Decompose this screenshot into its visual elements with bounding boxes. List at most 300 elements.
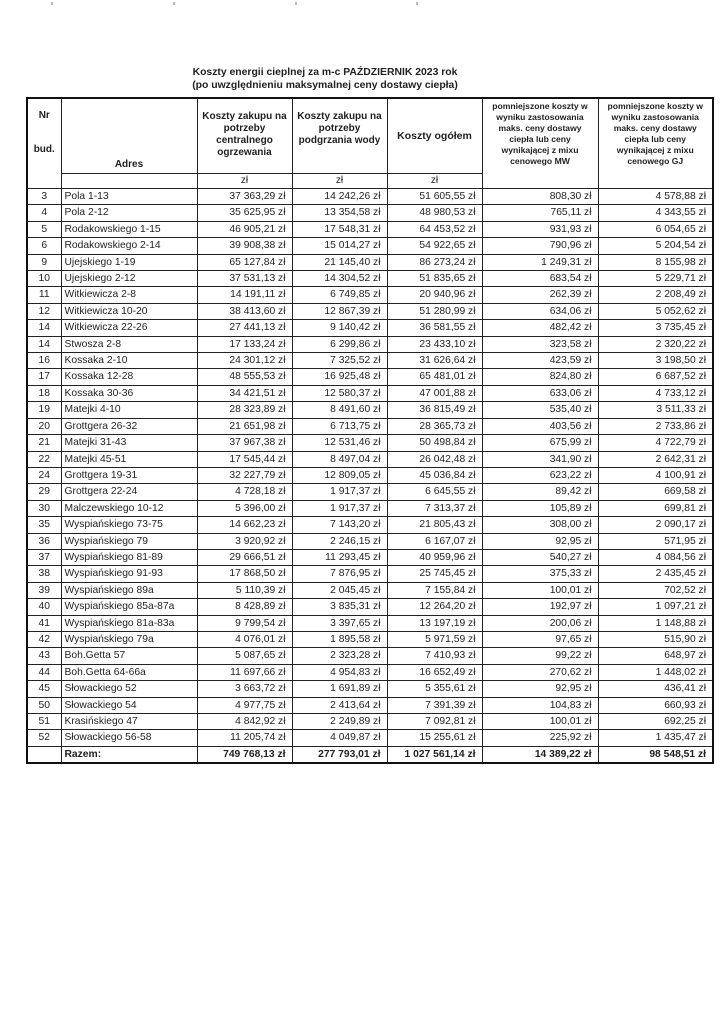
cell-mw: 323,58 zł bbox=[482, 336, 598, 352]
total-label: Razem: bbox=[61, 746, 197, 763]
cell-co: 3 663,72 zł bbox=[197, 681, 292, 697]
cell-nr: 20 bbox=[27, 418, 61, 434]
cell-adres: Słowackiego 54 bbox=[61, 697, 197, 713]
cell-nr: 9 bbox=[27, 254, 61, 270]
header-row bbox=[27, 98, 713, 174]
unit-cell-ogolem: zł bbox=[387, 174, 482, 189]
cell-mw: 192,97 zł bbox=[482, 599, 598, 615]
cell-adres: Grottgera 19-31 bbox=[61, 467, 197, 483]
cell-mw: 423,59 zł bbox=[482, 353, 598, 369]
cell-adres: Boh.Getta 57 bbox=[61, 648, 197, 664]
cell-co: 17 545,44 zł bbox=[197, 451, 292, 467]
cell-cwu: 2 246,15 zł bbox=[292, 533, 387, 549]
cell-cwu: 8 497,04 zł bbox=[292, 451, 387, 467]
header-nr-label: Nr bbox=[38, 110, 50, 121]
table-row bbox=[27, 336, 713, 352]
cell-cwu: 1 917,37 zł bbox=[292, 500, 387, 516]
cell-cwu: 16 925,48 zł bbox=[292, 369, 387, 385]
cell-cwu: 7 325,52 zł bbox=[292, 353, 387, 369]
cell-gj: 2 642,31 zł bbox=[598, 451, 713, 467]
cell-cwu: 21 145,40 zł bbox=[292, 254, 387, 270]
cell-cwu: 14 242,26 zł bbox=[292, 189, 387, 205]
cell-adres: Witkiewicza 10-20 bbox=[61, 303, 197, 319]
cell-mw: 790,96 zł bbox=[482, 238, 598, 254]
table-row bbox=[27, 435, 713, 451]
cell-mw: 403,56 zł bbox=[482, 418, 598, 434]
cell-mw: 100,01 zł bbox=[482, 582, 598, 598]
cell-ogolem: 36 581,55 zł bbox=[387, 320, 482, 336]
cell-gj: 571,95 zł bbox=[598, 533, 713, 549]
cell-ogolem: 64 453,52 zł bbox=[387, 221, 482, 237]
cell-mw: 375,33 zł bbox=[482, 566, 598, 582]
table-row bbox=[27, 681, 713, 697]
cell-mw: 540,27 zł bbox=[482, 549, 598, 565]
cell-mw: 824,80 zł bbox=[482, 369, 598, 385]
cell-gj: 3 511,33 zł bbox=[598, 402, 713, 418]
cell-gj: 692,25 zł bbox=[598, 714, 713, 730]
cell-adres: Wyspiańskiego 81-89 bbox=[61, 549, 197, 565]
cell-nr: 42 bbox=[27, 631, 61, 647]
heating-cost-table bbox=[26, 97, 714, 764]
cell-co: 4 728,18 zł bbox=[197, 484, 292, 500]
cell-mw: 100,01 zł bbox=[482, 714, 598, 730]
cell-adres: Witkiewicza 2-8 bbox=[61, 287, 197, 303]
cell-nr: 19 bbox=[27, 402, 61, 418]
cell-co: 11 205,74 zł bbox=[197, 730, 292, 746]
table-row bbox=[27, 566, 713, 582]
table-row bbox=[27, 238, 713, 254]
cell-gj: 4 084,56 zł bbox=[598, 549, 713, 565]
cell-cwu: 9 140,42 zł bbox=[292, 320, 387, 336]
header-cwu: Koszty zakupu na potrzeby podgrzania wody bbox=[292, 98, 387, 174]
cell-gj: 660,93 zł bbox=[598, 697, 713, 713]
cell-cwu: 6 749,85 zł bbox=[292, 287, 387, 303]
cell-co: 4 076,01 zł bbox=[197, 631, 292, 647]
cell-co: 34 421,51 zł bbox=[197, 385, 292, 401]
cell-adres: Rodakowskiego 2-14 bbox=[61, 238, 197, 254]
total-mw: 14 389,22 zł bbox=[482, 746, 598, 763]
total-nr-cell bbox=[27, 746, 61, 763]
cell-gj: 515,90 zł bbox=[598, 631, 713, 647]
cell-gj: 5 052,62 zł bbox=[598, 303, 713, 319]
cell-adres: Matejki 31-43 bbox=[61, 435, 197, 451]
cell-ogolem: 51 605,55 zł bbox=[387, 189, 482, 205]
header-co: Koszty zakupu na potrzeby centralnego ogrzewania bbox=[197, 98, 292, 174]
cell-ogolem: 12 264,20 zł bbox=[387, 599, 482, 615]
cell-gj: 5 204,54 zł bbox=[598, 238, 713, 254]
cell-gj: 2 435,45 zł bbox=[598, 566, 713, 582]
cell-adres: Kossaka 12-28 bbox=[61, 369, 197, 385]
cell-nr: 4 bbox=[27, 205, 61, 221]
cell-gj: 1 097,21 zł bbox=[598, 599, 713, 615]
cell-cwu: 12 531,46 zł bbox=[292, 435, 387, 451]
cell-ogolem: 48 980,53 zł bbox=[387, 205, 482, 221]
cell-mw: 92,95 zł bbox=[482, 533, 598, 549]
cell-cwu: 2 045,45 zł bbox=[292, 582, 387, 598]
cell-adres: Słowackiego 56-58 bbox=[61, 730, 197, 746]
cell-cwu: 15 014,27 zł bbox=[292, 238, 387, 254]
table-row bbox=[27, 353, 713, 369]
table-row bbox=[27, 369, 713, 385]
cell-gj: 6 054,65 zł bbox=[598, 221, 713, 237]
cell-ogolem: 54 922,65 zł bbox=[387, 238, 482, 254]
cell-gj: 4 722,79 zł bbox=[598, 435, 713, 451]
cell-cwu: 6 713,75 zł bbox=[292, 418, 387, 434]
cell-gj: 669,58 zł bbox=[598, 484, 713, 500]
cell-gj: 2 733,86 zł bbox=[598, 418, 713, 434]
cell-co: 21 651,98 zł bbox=[197, 418, 292, 434]
cell-nr: 36 bbox=[27, 533, 61, 549]
cell-ogolem: 40 959,96 zł bbox=[387, 549, 482, 565]
cell-adres: Grottgera 22-24 bbox=[61, 484, 197, 500]
cell-adres: Pola 1-13 bbox=[61, 189, 197, 205]
cell-co: 4 977,75 zł bbox=[197, 697, 292, 713]
cell-co: 14 191,11 zł bbox=[197, 287, 292, 303]
cell-co: 3 920,92 zł bbox=[197, 533, 292, 549]
cell-ogolem: 15 255,61 zł bbox=[387, 730, 482, 746]
total-row bbox=[27, 746, 713, 763]
cell-adres: Krasińskiego 47 bbox=[61, 714, 197, 730]
cell-nr: 29 bbox=[27, 484, 61, 500]
cell-nr: 11 bbox=[27, 287, 61, 303]
cell-cwu: 17 548,31 zł bbox=[292, 221, 387, 237]
unit-cell-co: zł bbox=[197, 174, 292, 189]
cell-cwu: 1 917,37 zł bbox=[292, 484, 387, 500]
cell-nr: 35 bbox=[27, 517, 61, 533]
cell-gj: 1 435,47 zł bbox=[598, 730, 713, 746]
cell-nr: 18 bbox=[27, 385, 61, 401]
table-row bbox=[27, 615, 713, 631]
title-line-2: (po uwzględnieniu maksymalnej ceny dostawy ciepła) bbox=[192, 80, 458, 91]
cell-co: 65 127,84 zł bbox=[197, 254, 292, 270]
cell-gj: 3 198,50 zł bbox=[598, 353, 713, 369]
cell-gj: 4 733,12 zł bbox=[598, 385, 713, 401]
cell-mw: 931,93 zł bbox=[482, 221, 598, 237]
cell-gj: 3 735,45 zł bbox=[598, 320, 713, 336]
cell-cwu: 3 397,65 zł bbox=[292, 615, 387, 631]
cell-cwu: 14 304,52 zł bbox=[292, 271, 387, 287]
cell-ogolem: 16 652,49 zł bbox=[387, 664, 482, 680]
cell-ogolem: 45 036,84 zł bbox=[387, 467, 482, 483]
cell-nr: 24 bbox=[27, 467, 61, 483]
cell-nr: 44 bbox=[27, 664, 61, 680]
cell-gj: 436,41 zł bbox=[598, 681, 713, 697]
unit-cell-cwu: zł bbox=[292, 174, 387, 189]
cell-nr: 14 bbox=[27, 320, 61, 336]
cell-adres: Ujejskiego 1-19 bbox=[61, 254, 197, 270]
cell-nr: 10 bbox=[27, 271, 61, 287]
cell-adres: Malczewskiego 10-12 bbox=[61, 500, 197, 516]
table-row bbox=[27, 385, 713, 401]
cell-adres: Boh.Getta 64-66a bbox=[61, 664, 197, 680]
cell-ogolem: 7 313,37 zł bbox=[387, 500, 482, 516]
cell-nr: 51 bbox=[27, 714, 61, 730]
cell-cwu: 12 809,05 zł bbox=[292, 467, 387, 483]
cell-co: 5 087,65 zł bbox=[197, 648, 292, 664]
cell-nr: 17 bbox=[27, 369, 61, 385]
cell-co: 39 908,38 zł bbox=[197, 238, 292, 254]
table-row bbox=[27, 500, 713, 516]
cell-adres: Kossaka 2-10 bbox=[61, 353, 197, 369]
cell-adres: Pola 2-12 bbox=[61, 205, 197, 221]
cell-mw: 808,30 zł bbox=[482, 189, 598, 205]
tick-mark bbox=[295, 2, 297, 5]
tick-mark bbox=[51, 2, 53, 5]
total-co: 749 768,13 zł bbox=[197, 746, 292, 763]
cell-adres: Wyspiańskiego 73-75 bbox=[61, 517, 197, 533]
cell-mw: 92,95 zł bbox=[482, 681, 598, 697]
cell-cwu: 11 293,45 zł bbox=[292, 549, 387, 565]
cell-ogolem: 7 155,84 zł bbox=[387, 582, 482, 598]
table-row bbox=[27, 664, 713, 680]
cell-ogolem: 7 410,93 zł bbox=[387, 648, 482, 664]
cell-ogolem: 65 481,01 zł bbox=[387, 369, 482, 385]
cell-co: 37 531,13 zł bbox=[197, 271, 292, 287]
table-row bbox=[27, 287, 713, 303]
table-row bbox=[27, 599, 713, 615]
cell-nr: 52 bbox=[27, 730, 61, 746]
cell-mw: 535,40 zł bbox=[482, 402, 598, 418]
cell-cwu: 3 835,31 zł bbox=[292, 599, 387, 615]
cell-ogolem: 6 645,55 zł bbox=[387, 484, 482, 500]
cell-mw: 482,42 zł bbox=[482, 320, 598, 336]
cell-co: 37 967,38 zł bbox=[197, 435, 292, 451]
cell-gj: 8 155,98 zł bbox=[598, 254, 713, 270]
cell-adres: Kossaka 30-36 bbox=[61, 385, 197, 401]
cell-co: 17 868,50 zł bbox=[197, 566, 292, 582]
cell-cwu: 2 323,28 zł bbox=[292, 648, 387, 664]
cell-nr: 22 bbox=[27, 451, 61, 467]
cell-adres: Matejki 45-51 bbox=[61, 451, 197, 467]
cell-co: 17 133,24 zł bbox=[197, 336, 292, 352]
cell-cwu: 2 413,64 zł bbox=[292, 697, 387, 713]
tick-mark bbox=[416, 2, 418, 5]
cell-co: 24 301,12 zł bbox=[197, 353, 292, 369]
total-ogolem: 1 027 561,14 zł bbox=[387, 746, 482, 763]
cell-mw: 623,22 zł bbox=[482, 467, 598, 483]
document-title bbox=[150, 66, 500, 92]
cell-nr: 6 bbox=[27, 238, 61, 254]
cell-cwu: 12 867,39 zł bbox=[292, 303, 387, 319]
cell-ogolem: 5 971,59 zł bbox=[387, 631, 482, 647]
table-row bbox=[27, 254, 713, 270]
cell-adres: Grottgera 26-32 bbox=[61, 418, 197, 434]
cell-nr: 30 bbox=[27, 500, 61, 516]
table-row bbox=[27, 189, 713, 205]
cell-nr: 5 bbox=[27, 221, 61, 237]
cell-ogolem: 31 626,64 zł bbox=[387, 353, 482, 369]
cell-co: 46 905,21 zł bbox=[197, 221, 292, 237]
cell-gj: 5 229,71 zł bbox=[598, 271, 713, 287]
cell-ogolem: 5 355,61 zł bbox=[387, 681, 482, 697]
cell-ogolem: 13 197,19 zł bbox=[387, 615, 482, 631]
cell-gj: 1 448,02 zł bbox=[598, 664, 713, 680]
cell-mw: 633,06 zł bbox=[482, 385, 598, 401]
cell-cwu: 1 895,58 zł bbox=[292, 631, 387, 647]
table-row bbox=[27, 631, 713, 647]
cell-ogolem: 51 280,99 zł bbox=[387, 303, 482, 319]
cell-mw: 341,90 zł bbox=[482, 451, 598, 467]
cell-co: 37 363,29 zł bbox=[197, 189, 292, 205]
cell-nr: 40 bbox=[27, 599, 61, 615]
cell-gj: 648,97 zł bbox=[598, 648, 713, 664]
header-nr bbox=[27, 98, 61, 189]
header-gj: pomniejszone koszty w wyniku zastosowania maks. ceny dostawy ciepła lub ceny wynikającej z mixu cenowego GJ bbox=[598, 98, 713, 189]
cell-mw: 675,99 zł bbox=[482, 435, 598, 451]
table-row bbox=[27, 221, 713, 237]
cell-ogolem: 36 815,49 zł bbox=[387, 402, 482, 418]
cell-co: 4 842,92 zł bbox=[197, 714, 292, 730]
cell-ogolem: 7 391,39 zł bbox=[387, 697, 482, 713]
cell-adres: Stwosza 2-8 bbox=[61, 336, 197, 352]
cell-ogolem: 51 835,65 zł bbox=[387, 271, 482, 287]
cell-cwu: 2 249,89 zł bbox=[292, 714, 387, 730]
cell-cwu: 7 876,95 zł bbox=[292, 566, 387, 582]
cell-cwu: 12 580,37 zł bbox=[292, 385, 387, 401]
cell-gj: 699,81 zł bbox=[598, 500, 713, 516]
cell-mw: 104,83 zł bbox=[482, 697, 598, 713]
scan-tick-marks bbox=[0, 2, 724, 8]
cell-gj: 4 343,55 zł bbox=[598, 205, 713, 221]
table-row bbox=[27, 697, 713, 713]
cell-adres: Matejki 4-10 bbox=[61, 402, 197, 418]
table-row bbox=[27, 730, 713, 746]
cell-mw: 225,92 zł bbox=[482, 730, 598, 746]
cell-gj: 1 148,88 zł bbox=[598, 615, 713, 631]
cell-co: 38 413,60 zł bbox=[197, 303, 292, 319]
cell-cwu: 13 354,58 zł bbox=[292, 205, 387, 221]
cell-co: 8 428,89 zł bbox=[197, 599, 292, 615]
table-row bbox=[27, 303, 713, 319]
table-row bbox=[27, 714, 713, 730]
cell-mw: 1 249,31 zł bbox=[482, 254, 598, 270]
cell-gj: 2 090,17 zł bbox=[598, 517, 713, 533]
table-row bbox=[27, 517, 713, 533]
cell-mw: 262,39 zł bbox=[482, 287, 598, 303]
header-bud-label: bud. bbox=[33, 144, 55, 155]
cell-adres: Wyspiańskiego 85a-87a bbox=[61, 599, 197, 615]
cell-co: 32 227,79 zł bbox=[197, 467, 292, 483]
cell-co: 5 396,00 zł bbox=[197, 500, 292, 516]
cell-ogolem: 28 365,73 zł bbox=[387, 418, 482, 434]
unit-cell-empty bbox=[61, 174, 197, 189]
cell-co: 9 799,54 zł bbox=[197, 615, 292, 631]
cell-gj: 6 687,52 zł bbox=[598, 369, 713, 385]
cell-nr: 14 bbox=[27, 336, 61, 352]
cell-nr: 43 bbox=[27, 648, 61, 664]
cell-ogolem: 26 042,48 zł bbox=[387, 451, 482, 467]
cell-nr: 45 bbox=[27, 681, 61, 697]
table-row bbox=[27, 549, 713, 565]
cell-mw: 270,62 zł bbox=[482, 664, 598, 680]
cell-ogolem: 47 001,88 zł bbox=[387, 385, 482, 401]
cell-ogolem: 21 805,43 zł bbox=[387, 517, 482, 533]
cell-cwu: 6 299,86 zł bbox=[292, 336, 387, 352]
cell-mw: 97,65 zł bbox=[482, 631, 598, 647]
cell-ogolem: 23 433,10 zł bbox=[387, 336, 482, 352]
table-row bbox=[27, 205, 713, 221]
cell-nr: 39 bbox=[27, 582, 61, 598]
cell-mw: 765,11 zł bbox=[482, 205, 598, 221]
cell-nr: 21 bbox=[27, 435, 61, 451]
total-cwu: 277 793,01 zł bbox=[292, 746, 387, 763]
cell-mw: 99,22 zł bbox=[482, 648, 598, 664]
cell-adres: Wyspiańskiego 79 bbox=[61, 533, 197, 549]
cell-gj: 702,52 zł bbox=[598, 582, 713, 598]
cell-co: 28 323,89 zł bbox=[197, 402, 292, 418]
cell-nr: 12 bbox=[27, 303, 61, 319]
header-ogolem: Koszty ogółem bbox=[387, 98, 482, 174]
cell-mw: 308,00 zł bbox=[482, 517, 598, 533]
cell-cwu: 4 049,87 zł bbox=[292, 730, 387, 746]
header-mw: pomniejszone koszty w wyniku zastosowania maks. ceny dostawy ciepła lub ceny wynikającej z mixu cenowego MW bbox=[482, 98, 598, 189]
header-adres: Adres bbox=[61, 98, 197, 174]
cell-co: 27 441,13 zł bbox=[197, 320, 292, 336]
tick-mark bbox=[173, 2, 175, 5]
cell-ogolem: 20 940,96 zł bbox=[387, 287, 482, 303]
cell-co: 11 697,66 zł bbox=[197, 664, 292, 680]
table-row bbox=[27, 402, 713, 418]
cell-adres: Wyspiańskiego 89a bbox=[61, 582, 197, 598]
cell-nr: 38 bbox=[27, 566, 61, 582]
cell-gj: 2 208,49 zł bbox=[598, 287, 713, 303]
cell-cwu: 4 954,83 zł bbox=[292, 664, 387, 680]
cell-mw: 89,42 zł bbox=[482, 484, 598, 500]
cell-ogolem: 7 092,81 zł bbox=[387, 714, 482, 730]
cell-gj: 4 578,88 zł bbox=[598, 189, 713, 205]
cell-adres: Wyspiańskiego 81a-83a bbox=[61, 615, 197, 631]
cell-mw: 683,54 zł bbox=[482, 271, 598, 287]
cell-adres: Słowackiego 52 bbox=[61, 681, 197, 697]
table-row bbox=[27, 467, 713, 483]
cell-cwu: 1 691,89 zł bbox=[292, 681, 387, 697]
cell-mw: 634,06 zł bbox=[482, 303, 598, 319]
cell-ogolem: 6 167,07 zł bbox=[387, 533, 482, 549]
cell-adres: Ujejskiego 2-12 bbox=[61, 271, 197, 287]
title-line-1: Koszty energii cieplnej za m-c PAŹDZIERNIK 2023 rok bbox=[192, 67, 458, 78]
table-row bbox=[27, 582, 713, 598]
cell-co: 35 625,95 zł bbox=[197, 205, 292, 221]
table-row bbox=[27, 648, 713, 664]
cell-co: 29 666,51 zł bbox=[197, 549, 292, 565]
cell-gj: 4 100,91 zł bbox=[598, 467, 713, 483]
total-gj: 98 548,51 zł bbox=[598, 746, 713, 763]
cell-cwu: 7 143,20 zł bbox=[292, 517, 387, 533]
cell-adres: Rodakowskiego 1-15 bbox=[61, 221, 197, 237]
table-row bbox=[27, 418, 713, 434]
cell-cwu: 8 491,60 zł bbox=[292, 402, 387, 418]
cell-mw: 105,89 zł bbox=[482, 500, 598, 516]
table-row bbox=[27, 271, 713, 287]
table-row bbox=[27, 533, 713, 549]
cell-ogolem: 86 273,24 zł bbox=[387, 254, 482, 270]
cell-nr: 50 bbox=[27, 697, 61, 713]
cell-co: 48 555,53 zł bbox=[197, 369, 292, 385]
cell-co: 14 662,23 zł bbox=[197, 517, 292, 533]
cell-gj: 2 320,22 zł bbox=[598, 336, 713, 352]
cell-mw: 200,06 zł bbox=[482, 615, 598, 631]
cell-ogolem: 25 745,45 zł bbox=[387, 566, 482, 582]
cell-nr: 37 bbox=[27, 549, 61, 565]
table-row bbox=[27, 451, 713, 467]
cell-ogolem: 50 498,84 zł bbox=[387, 435, 482, 451]
table-row bbox=[27, 320, 713, 336]
cell-adres: Wyspiańskiego 79a bbox=[61, 631, 197, 647]
cell-nr: 41 bbox=[27, 615, 61, 631]
table-row bbox=[27, 484, 713, 500]
cell-adres: Witkiewicza 22-26 bbox=[61, 320, 197, 336]
cell-nr: 16 bbox=[27, 353, 61, 369]
